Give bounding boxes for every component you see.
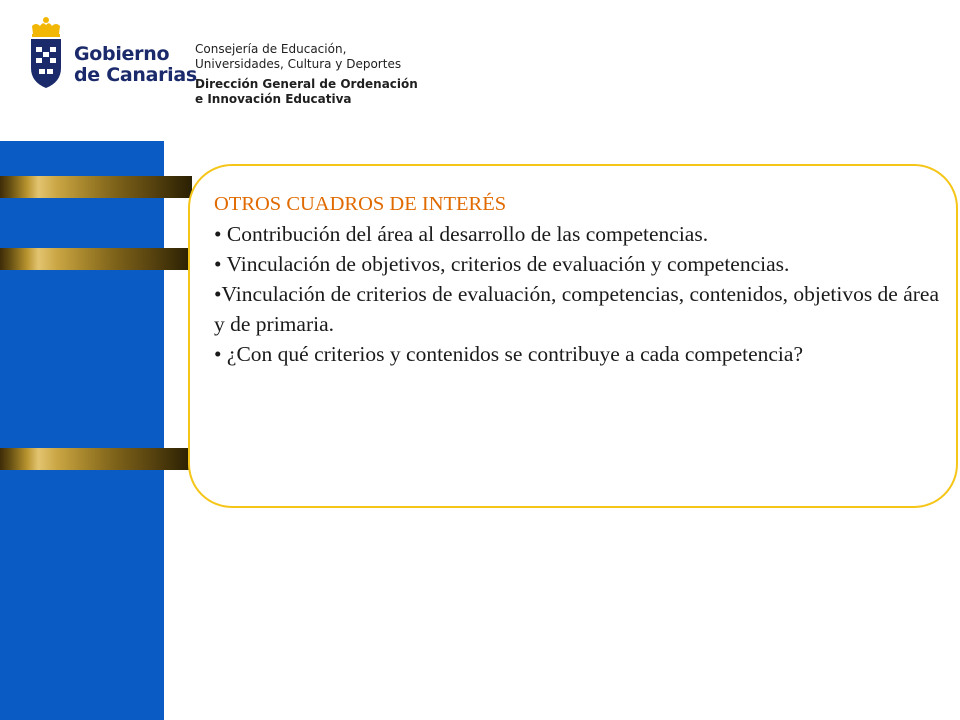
dept-consejeria-line2: Universidades, Cultura y Deportes bbox=[195, 57, 402, 71]
dept-direccion-line2: e Innovación Educativa bbox=[195, 92, 352, 106]
list-item: • Vinculación de objetivos, criterios de evaluación y competencias. bbox=[214, 252, 790, 276]
logo-text-gobierno: Gobierno bbox=[74, 43, 170, 65]
content-title: OTROS CUADROS DE INTERÉS bbox=[214, 193, 507, 215]
gobierno-de-canarias-emblem-icon bbox=[26, 16, 66, 90]
dept-direccion-line1: Dirección General de Ordenación bbox=[195, 77, 418, 91]
dept-consejeria-line1: Consejería de Educación, bbox=[195, 42, 347, 56]
content-text bbox=[214, 189, 950, 369]
gold-bar-decoration-2 bbox=[0, 248, 192, 270]
list-item: • Contribución del área al desarrollo de las competencias. bbox=[214, 222, 709, 246]
list-item: • ¿Con qué criterios y contenidos se contribuye a cada competencia? bbox=[214, 342, 803, 366]
gold-bar-decoration-3 bbox=[0, 448, 192, 470]
gold-bar-decoration-1 bbox=[0, 176, 192, 198]
department-header bbox=[195, 42, 418, 107]
gobierno-canarias-logo bbox=[26, 16, 197, 90]
logo-text-de-canarias: de Canarias bbox=[74, 64, 197, 86]
blue-sidebar bbox=[0, 141, 164, 720]
list-item: •Vinculación de criterios de evaluación, competencias, contenidos, objetivos de área y de primaria. bbox=[214, 282, 940, 336]
